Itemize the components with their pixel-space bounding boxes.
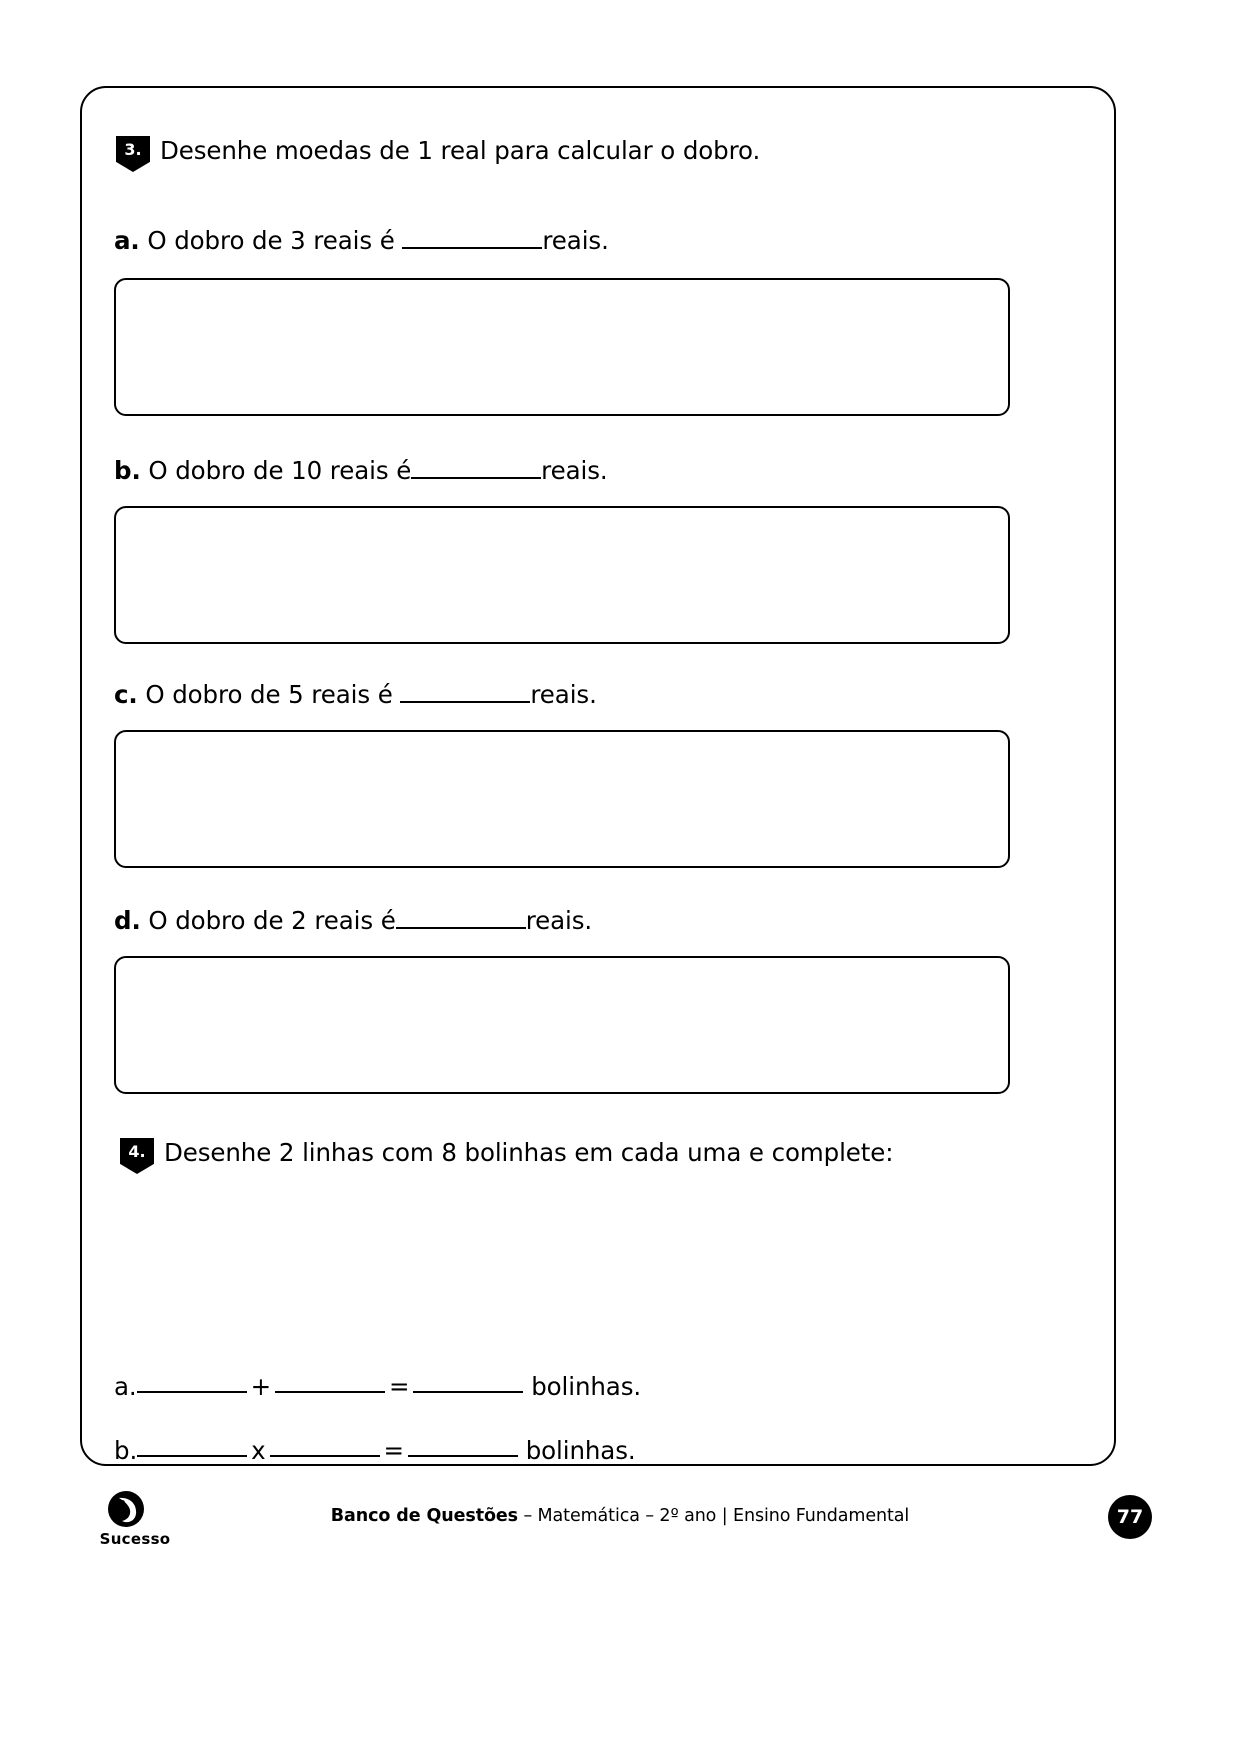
eq-a-blank-1[interactable] [137, 1391, 247, 1393]
question-3-item-d [114, 906, 592, 936]
eq-b-blank-3[interactable] [408, 1455, 518, 1457]
page-footer [0, 1486, 1240, 1576]
item-b-answer-blank[interactable] [411, 477, 541, 479]
drawing-area-d[interactable] [114, 956, 1010, 1094]
eq-b-equals: = [383, 1436, 404, 1465]
question-4-equation-a [114, 1372, 641, 1402]
question-number-badge-3 [116, 136, 150, 172]
item-d-answer-blank[interactable] [396, 927, 526, 929]
item-c-text-after: reais. [530, 680, 597, 709]
item-d-text-before: O dobro de 2 reais é [148, 906, 396, 935]
question-3-item-c [114, 680, 597, 710]
question-number-3: 3. [124, 140, 142, 159]
item-letter-a: a. [114, 226, 140, 255]
footer-title-bold: Banco de Questões [330, 1506, 518, 1526]
eq-b-unit: bolinhas. [525, 1436, 636, 1465]
item-c-answer-blank[interactable] [400, 701, 530, 703]
eq-b-blank-2[interactable] [270, 1455, 380, 1457]
item-letter-d: d. [114, 906, 141, 935]
question-3-prompt: Desenhe moedas de 1 real para calcular o dobro. [160, 136, 761, 165]
eq-letter-a: a. [114, 1372, 137, 1401]
question-number-badge-4 [120, 1138, 154, 1174]
item-letter-c: c. [114, 680, 138, 709]
question-number-4: 4. [128, 1142, 146, 1161]
question-3-item-a [114, 226, 609, 256]
item-c-text-before: O dobro de 5 reais é [145, 680, 393, 709]
eq-a-operator: + [250, 1372, 272, 1401]
question-4-drawing-space[interactable] [114, 1190, 1010, 1370]
item-b-text-after: reais. [541, 456, 608, 485]
footer-title-rest: – Matemática – 2º ano | Ensino Fundamental [517, 1506, 910, 1526]
item-a-answer-blank[interactable] [402, 247, 542, 249]
item-a-text-before: O dobro de 3 reais é [147, 226, 395, 255]
page-number-badge: 77 [1108, 1495, 1152, 1539]
content-frame [80, 86, 1116, 1466]
eq-a-equals: = [389, 1372, 410, 1401]
drawing-area-c[interactable] [114, 730, 1010, 868]
footer-title [0, 1504, 1240, 1528]
item-a-text-after: reais. [542, 226, 609, 255]
drawing-area-b[interactable] [114, 506, 1010, 644]
item-letter-b: b. [114, 456, 141, 485]
sucesso-wordmark: Sucesso [99, 1530, 171, 1548]
question-4-heading [120, 1136, 893, 1174]
question-3-item-b [114, 456, 608, 486]
eq-letter-b: b. [114, 1436, 138, 1465]
content-inner [112, 110, 1084, 1465]
eq-b-operator: x [251, 1436, 266, 1465]
question-4-prompt: Desenhe 2 linhas com 8 bolinhas em cada uma e complete: [164, 1138, 894, 1167]
item-b-text-before: O dobro de 10 reais é [148, 456, 412, 485]
eq-b-blank-1[interactable] [137, 1455, 247, 1457]
eq-a-blank-3[interactable] [413, 1391, 523, 1393]
question-4-equation-b [114, 1436, 636, 1466]
eq-a-unit: bolinhas. [531, 1372, 642, 1401]
item-d-text-after: reais. [525, 906, 593, 935]
drawing-area-a[interactable] [114, 278, 1010, 416]
eq-a-blank-2[interactable] [275, 1391, 385, 1393]
question-3-heading [116, 134, 760, 172]
